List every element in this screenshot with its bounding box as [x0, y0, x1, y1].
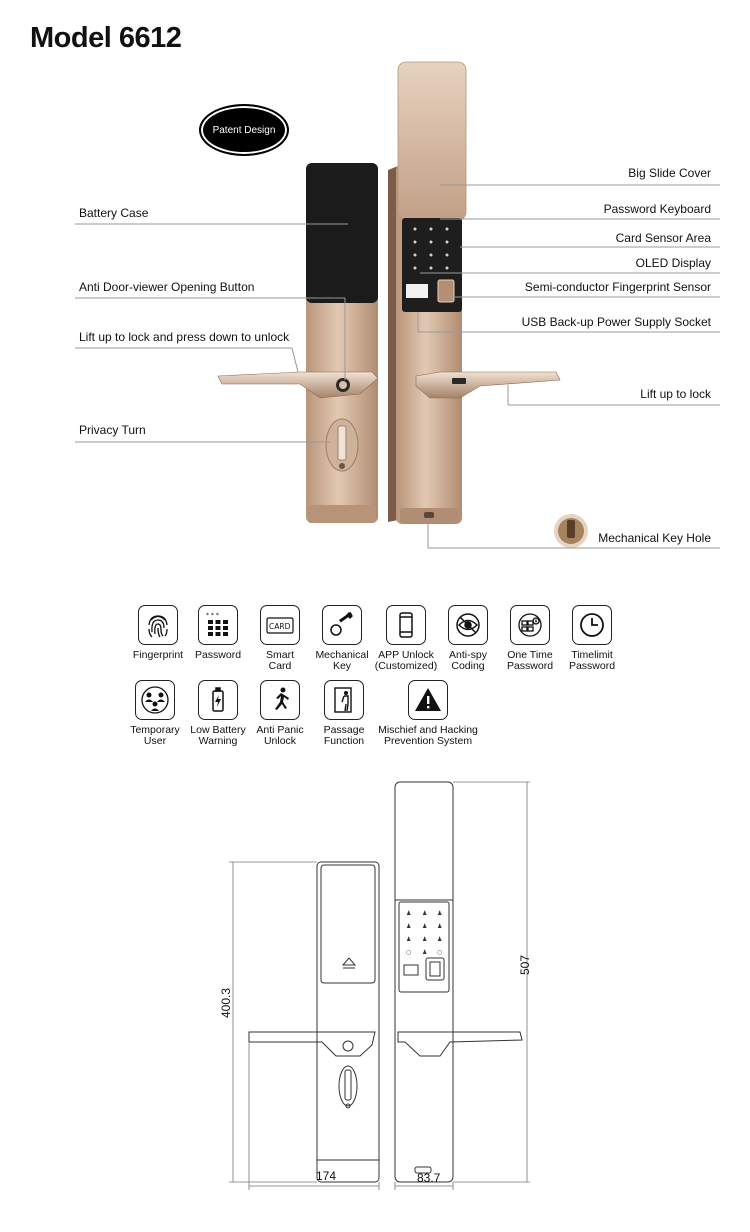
keypad-icon	[198, 605, 238, 645]
feature-label: Mischief and Hacking Prevention System	[378, 724, 478, 747]
running-man-icon	[260, 680, 300, 720]
warning-icon	[408, 680, 448, 720]
fingerprint-sensor	[438, 280, 454, 302]
dim-height-inner: 400.3	[219, 987, 233, 1019]
feature-label: Anti-spy Coding	[449, 649, 487, 672]
technical-drawing	[0, 770, 750, 1210]
feature-label: APP Unlock (Customized)	[374, 649, 438, 672]
svg-text:♟: ♟	[406, 910, 412, 917]
callout-fingerprint-sensor: Semi-conductor Fingerprint Sensor	[524, 280, 711, 294]
callout-battery-case: Battery Case	[79, 206, 149, 220]
svg-text:○: ○	[406, 949, 412, 956]
privacy-turn-knob	[338, 426, 346, 460]
callout-mech-key-hole: Mechanical Key Hole	[598, 531, 711, 545]
dim-height-outer: 507	[518, 954, 532, 976]
callout-big-slide-cover: Big Slide Cover	[628, 166, 711, 180]
feature-passage	[308, 680, 380, 747]
oled-display	[406, 284, 428, 298]
feature-label: Password	[194, 649, 242, 661]
dim-width-inner: 174	[316, 1169, 337, 1183]
callout-card-sensor: Card Sensor Area	[615, 231, 711, 245]
key-hole-closeup	[554, 514, 588, 548]
eye-crossed-icon	[448, 605, 488, 645]
svg-text:♟: ♟	[422, 949, 428, 956]
callout-privacy-turn: Privacy Turn	[79, 423, 146, 437]
patent-design-label: Patent Design	[212, 124, 276, 136]
callout-usb-socket: USB Back-up Power Supply Socket	[521, 315, 711, 329]
callout-lift-up-lock: Lift up to lock	[640, 387, 711, 401]
feature-label: Passage Function	[323, 724, 365, 747]
feature-timelimit-password	[556, 605, 628, 672]
feature-label: Mechanical Key	[315, 649, 369, 672]
callout-lift-press: Lift up to lock and press down to unlock	[79, 330, 290, 344]
big-slide-cover	[398, 62, 466, 220]
svg-text:♟: ♟	[406, 936, 412, 943]
svg-text:♟: ♟	[437, 936, 443, 943]
feature-label: Smart Card	[265, 649, 294, 672]
feature-icons-grid	[0, 600, 750, 760]
dim-width-outer: 83.7	[417, 1171, 441, 1185]
svg-text:♟: ♟	[422, 910, 428, 917]
svg-text:♟: ♟	[406, 923, 412, 930]
drawing-outer-body	[395, 782, 453, 1182]
callout-anti-door-viewer: Anti Door-viewer Opening Button	[79, 280, 255, 294]
battery-icon	[198, 680, 238, 720]
clock-icon	[572, 605, 612, 645]
svg-text:CARD: CARD	[269, 622, 291, 631]
phone-icon	[386, 605, 426, 645]
svg-text:♟: ♟	[437, 910, 443, 917]
feature-temporary-user	[119, 680, 191, 747]
feature-anti-panic	[244, 680, 316, 747]
feature-label: One Time Password	[506, 649, 554, 672]
feature-label: Timelimit Password	[568, 649, 616, 672]
svg-text:♟: ♟	[422, 923, 428, 930]
svg-text:○: ○	[437, 949, 443, 956]
key-icon	[322, 605, 362, 645]
feature-mischief-prevention	[371, 680, 485, 747]
door-icon	[324, 680, 364, 720]
inner-handle	[218, 372, 378, 398]
card-icon	[260, 605, 300, 645]
callout-password-keyboard: Password Keyboard	[603, 202, 711, 216]
svg-text:* * *: * * *	[206, 612, 219, 619]
feature-label: Low Battery Warning	[190, 724, 246, 747]
feature-label: Anti Panic Unlock	[256, 724, 304, 747]
svg-text:♟: ♟	[437, 923, 443, 930]
page-title: Model 6612	[30, 22, 182, 54]
svg-text:♟: ♟	[422, 936, 428, 943]
callout-oled-display: OLED Display	[635, 256, 711, 270]
users-icon	[135, 680, 175, 720]
one-time-icon	[510, 605, 550, 645]
outer-handle	[416, 372, 560, 398]
feature-mechanical-key	[306, 605, 378, 672]
drawing-inner-body	[317, 862, 379, 1182]
fingerprint-icon	[138, 605, 178, 645]
feature-label: Temporary User	[130, 724, 180, 747]
feature-label: Fingerprint	[132, 649, 184, 661]
battery-case-panel	[306, 163, 378, 303]
